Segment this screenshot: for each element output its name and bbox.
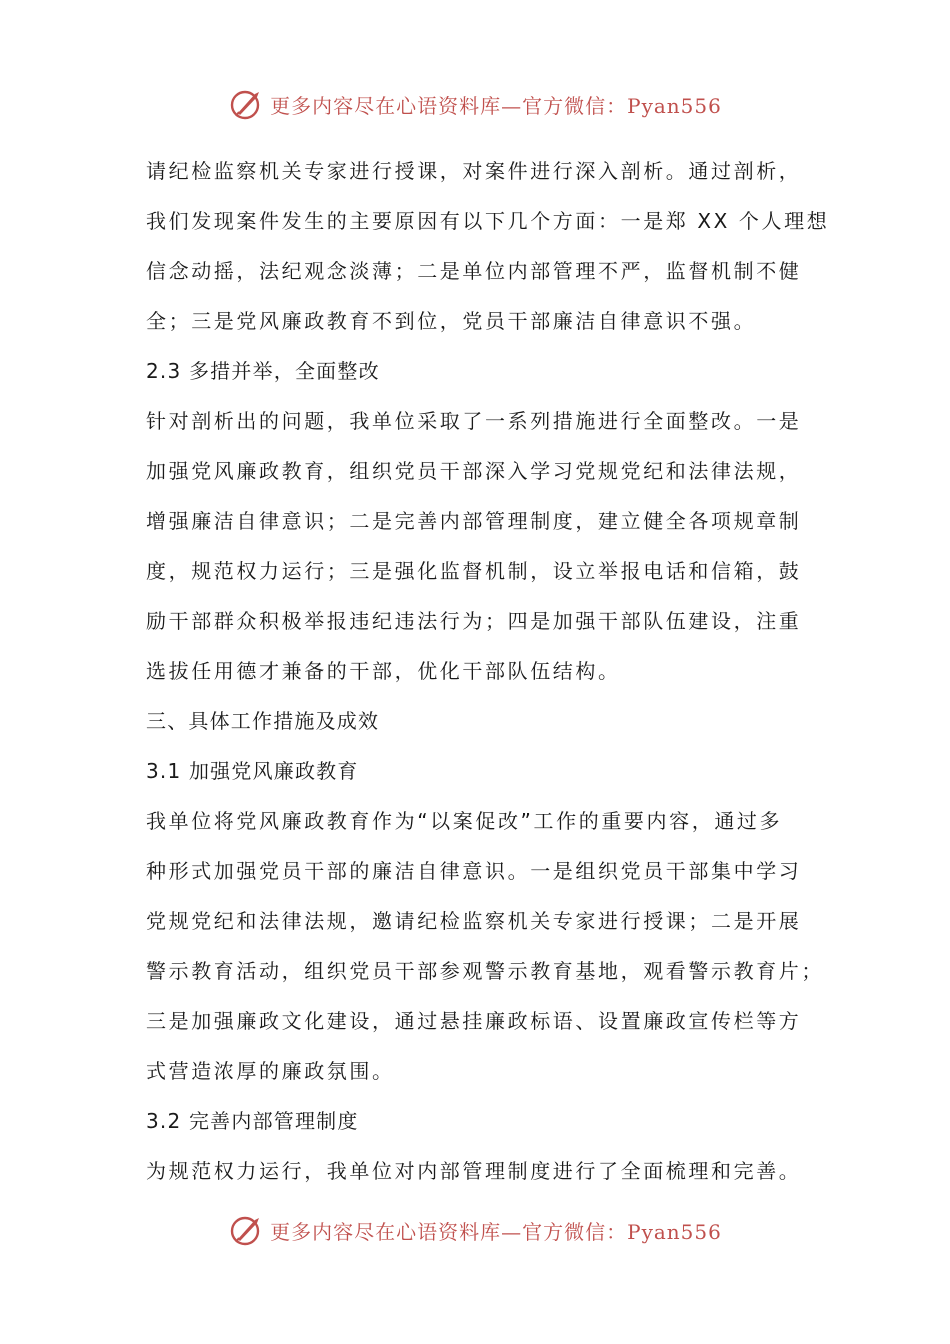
section-heading: 3.2 完善内部管理制度 xyxy=(146,1109,359,1133)
paragraph-line: 式营造浓厚的廉政氛围。 xyxy=(146,1059,395,1083)
paragraph-line: 选拔任用德才兼备的干部，优化干部队伍结构。 xyxy=(146,659,621,683)
footer-banner xyxy=(0,1210,950,1250)
paragraph-line: 我们发现案件发生的主要原因有以下几个方面：一是郑 XX 个人理想 xyxy=(146,209,830,233)
document-body xyxy=(146,146,830,1196)
section-heading: 3.1 加强党风廉政教育 xyxy=(146,759,359,783)
paragraph-line: 党规党纪和法律法规，邀请纪检监察机关专家进行授课；二是开展 xyxy=(146,909,802,933)
paragraph-line: 三是加强廉政文化建设，通过悬挂廉政标语、设置廉政宣传栏等方 xyxy=(146,1009,802,1033)
paragraph-line: 警示教育活动，组织党员干部参观警示教育基地，观看警示教育片； xyxy=(146,959,824,983)
paragraph-line: 针对剖析出的问题，我单位采取了一系列措施进行全面整改。一是 xyxy=(146,409,802,433)
paragraph-line: 信念动摇，法纪观念淡薄；二是单位内部管理不严，监督机制不健 xyxy=(146,259,802,283)
paragraph-line: 请纪检监察机关专家进行授课，对案件进行深入剖析。通过剖析， xyxy=(146,159,802,183)
paragraph-line: 励干部群众积极举报违纪违法行为；四是加强干部队伍建设，注重 xyxy=(146,609,802,633)
paragraph-line: 全；三是党风廉政教育不到位，党员干部廉洁自律意识不强。 xyxy=(146,309,757,333)
banner-text: 更多内容尽在心语资料库—官方微信：Pyan556 xyxy=(270,1219,722,1244)
paragraph-line: 度，规范权力运行；三是强化监督机制，设立举报电话和信箱，鼓 xyxy=(146,559,802,583)
chapter-heading: 三、具体工作措施及成效 xyxy=(146,709,380,733)
pen-circle-logo-icon xyxy=(228,86,264,122)
paragraph-line: 为规范权力运行，我单位对内部管理制度进行了全面梳理和完善。 xyxy=(146,1159,802,1183)
pen-circle-logo-icon xyxy=(228,1212,264,1248)
paragraph-line: 加强党风廉政教育，组织党员干部深入学习党规党纪和法律法规， xyxy=(146,459,802,483)
paragraph-line: 我单位将党风廉政教育作为“以案促改”工作的重要内容，通过多 xyxy=(146,809,783,833)
banner-text: 更多内容尽在心语资料库—官方微信：Pyan556 xyxy=(270,93,722,118)
section-heading: 2.3 多措并举，全面整改 xyxy=(146,359,380,383)
paragraph-line: 种形式加强党员干部的廉洁自律意识。一是组织党员干部集中学习 xyxy=(146,859,802,883)
header-banner xyxy=(0,84,950,124)
paragraph-line: 增强廉洁自律意识；二是完善内部管理制度，建立健全各项规章制 xyxy=(146,509,802,533)
